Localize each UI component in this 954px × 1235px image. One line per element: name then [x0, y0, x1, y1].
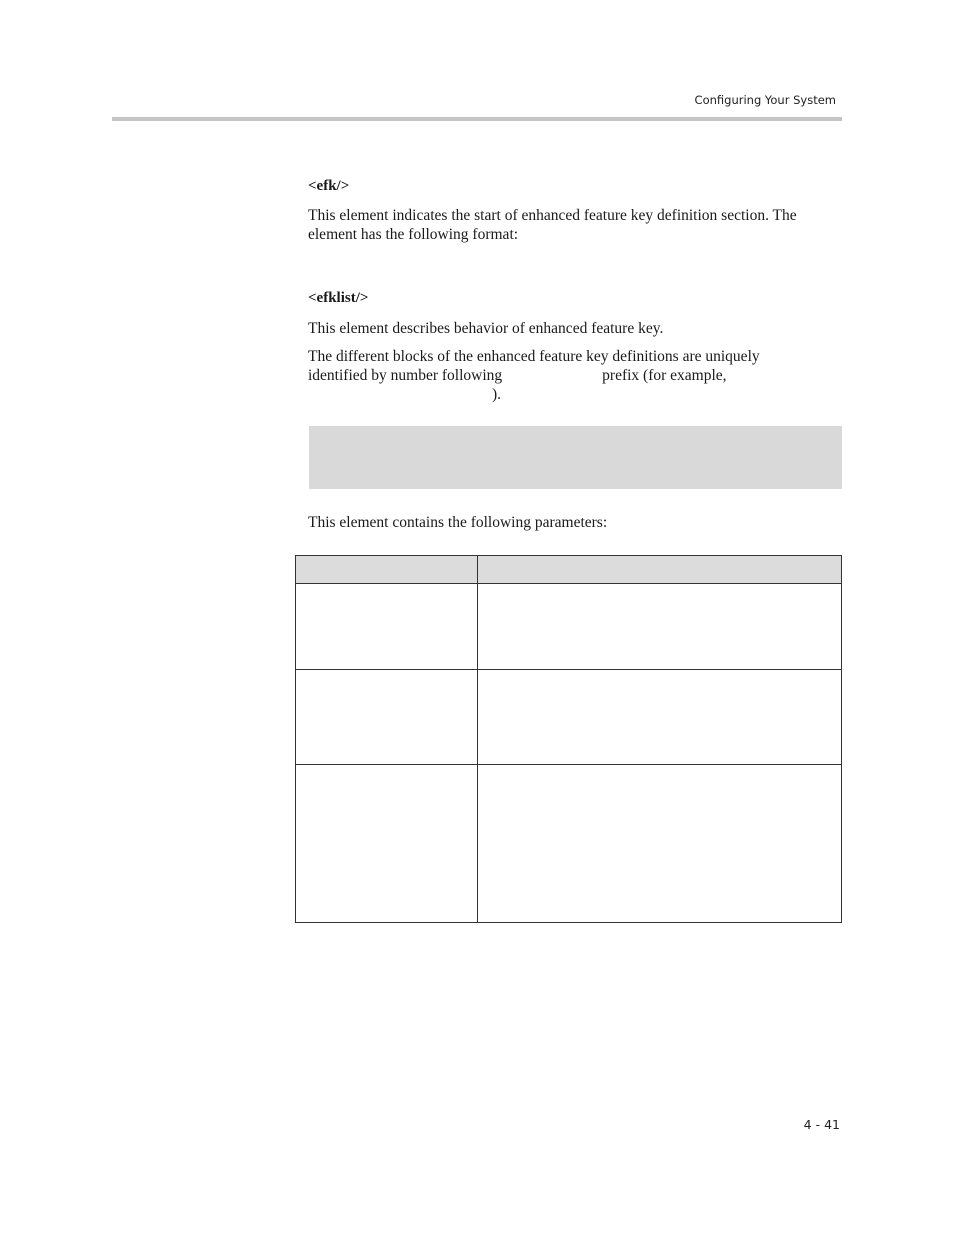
- code-example-box: [309, 426, 842, 489]
- table-cell: [478, 670, 842, 765]
- table-cell: [478, 584, 842, 670]
- paragraph-line: The different blocks of the enhanced feature key definitions are uniquely: [308, 348, 760, 365]
- parameters-intro: This element contains the following parameters:: [308, 514, 608, 531]
- table-cell: [478, 765, 842, 923]
- header-rule: [112, 117, 842, 121]
- efk-description-line: This element indicates the start of enhanced feature key definition section. The: [308, 207, 797, 224]
- paragraph-line: [308, 385, 842, 404]
- parameters-table: [295, 555, 842, 923]
- paragraph-fragment: prefix (for example,: [602, 367, 727, 384]
- table-header-cell: [478, 556, 842, 584]
- table-cell: [296, 670, 478, 765]
- paragraph-fragment: identified by number following: [308, 367, 503, 384]
- running-header: Configuring Your System: [694, 93, 836, 107]
- efk-description-line: element has the following format:: [308, 226, 519, 243]
- table-row: [296, 765, 842, 923]
- table-row: [296, 670, 842, 765]
- table-cell: [296, 765, 478, 923]
- table-cell: [296, 584, 478, 670]
- efklist-blocks-paragraph: [308, 347, 842, 404]
- efk-description: [308, 206, 871, 244]
- table-header-cell: [296, 556, 478, 584]
- paragraph-fragment: ).: [492, 386, 502, 403]
- table-header-row: [296, 556, 842, 584]
- efklist-heading: <efklist/>: [308, 290, 369, 306]
- table-row: [296, 584, 842, 670]
- efk-heading: <efk/>: [308, 178, 350, 194]
- efklist-description: This element describes behavior of enhanced feature key.: [308, 320, 664, 337]
- paragraph-line: [308, 366, 842, 385]
- page-number: 4 - 41: [803, 1117, 840, 1132]
